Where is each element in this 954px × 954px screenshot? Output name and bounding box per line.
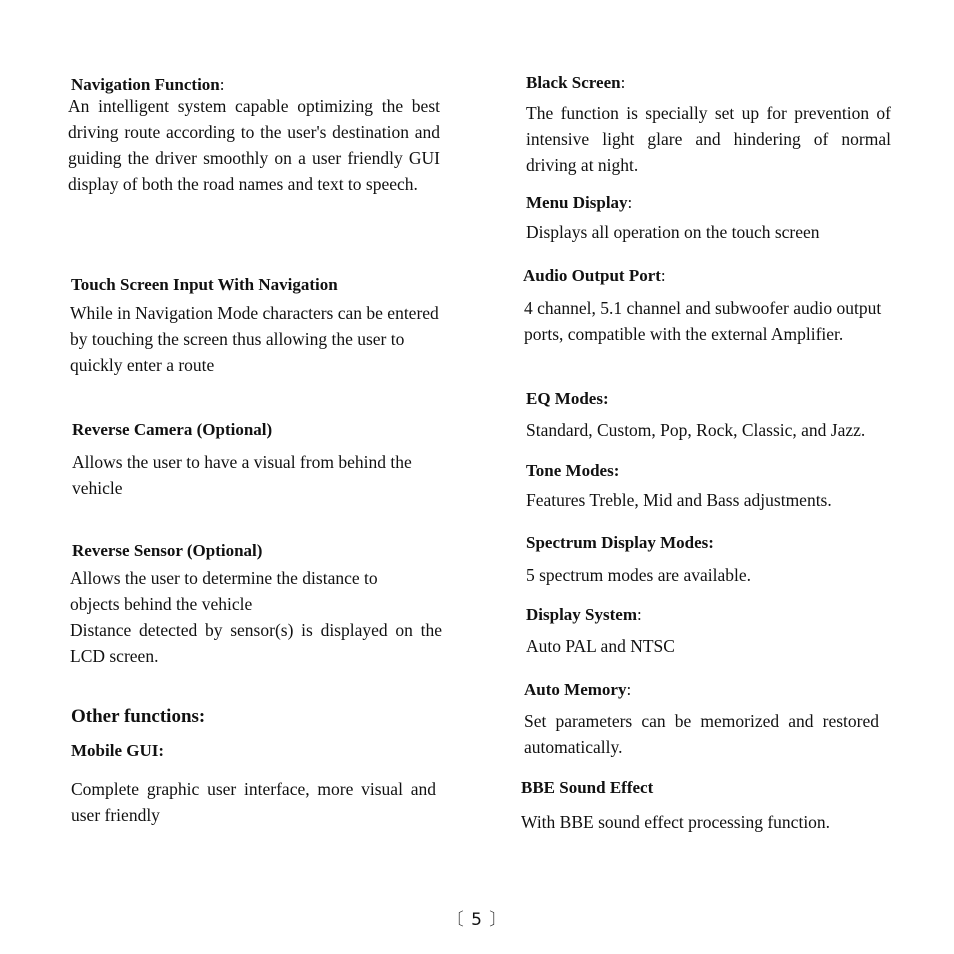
menu-display-title: Menu Display [526, 193, 628, 212]
heading-colon: : [636, 605, 642, 624]
reverse-sensor-text [70, 565, 442, 669]
other-functions-heading: Other functions: [71, 706, 206, 727]
navigation-function-text: An intelligent system capable optimizing the best driving route according to the user's destination and guiding the driver smoothly on a user friendly GUI display of both the road names and text to speech. [68, 96, 440, 194]
spectrum-display-modes-text: 5 spectrum modes are available. [526, 565, 751, 585]
navigation-function-title: Navigation Function [71, 75, 220, 94]
heading-colon: : [620, 73, 626, 92]
display-system-title: Display System [526, 605, 637, 624]
tone-modes-text: Features Treble, Mid and Bass adjustments. [526, 490, 832, 510]
page-number: 〔 5 〕 [446, 910, 508, 930]
bbe-sound-effect-text: With BBE sound effect processing function. [521, 812, 831, 832]
heading-colon: : [660, 266, 666, 285]
display-system-heading [526, 605, 642, 625]
heading-colon: : [626, 680, 632, 699]
tone-modes-heading: Tone Modes: [526, 461, 620, 480]
reverse-camera-heading: Reverse Camera (Optional) [72, 420, 273, 439]
heading-colon: : [219, 75, 225, 94]
auto-memory-title: Auto Memory [524, 680, 627, 699]
audio-output-port-title: Audio Output Port [523, 266, 661, 285]
mobile-gui-heading: Mobile GUI: [71, 741, 165, 760]
menu-display-heading [526, 193, 632, 213]
audio-output-port-text: 4 channel, 5.1 channel and subwoofer audio output ports, compatible with the external Amplifier. [524, 298, 882, 344]
black-screen-text: The function is specially set up for prevention of intensive light glare and hindering of normal driving at night. [526, 103, 891, 175]
navigation-function-heading [71, 75, 225, 95]
black-screen-heading [526, 73, 625, 93]
touch-screen-input-text: While in Navigation Mode characters can be entered by touching the screen thus allowing the user to quickly enter a route [70, 303, 439, 375]
spectrum-display-modes-heading: Spectrum Display Modes: [526, 533, 714, 552]
bbe-sound-effect-heading: BBE Sound Effect [521, 778, 654, 797]
reverse-camera-text: Allows the user to have a visual from behind the vehicle [72, 452, 412, 498]
reverse-sensor-text-1: Allows the user to determine the distance to objects behind the vehicle [70, 568, 378, 614]
auto-memory-text: Set parameters can be memorized and restored automatically. [524, 711, 879, 757]
menu-display-text: Displays all operation on the touch screen [526, 222, 820, 242]
touch-screen-input-heading: Touch Screen Input With Navigation [71, 275, 338, 294]
auto-memory-heading [524, 680, 631, 700]
display-system-text: Auto PAL and NTSC [526, 636, 675, 656]
eq-modes-heading: EQ Modes: [526, 389, 609, 408]
reverse-sensor-text-2: Distance detected by sensor(s) is displayed on the LCD screen. [70, 620, 442, 666]
mobile-gui-text: Complete graphic user interface, more visual and user friendly [71, 779, 436, 825]
reverse-sensor-heading: Reverse Sensor (Optional) [72, 541, 263, 560]
black-screen-title: Black Screen [526, 73, 621, 92]
eq-modes-text: Standard, Custom, Pop, Rock, Classic, and Jazz. [526, 420, 866, 440]
audio-output-port-heading [523, 266, 666, 286]
heading-colon: : [627, 193, 633, 212]
